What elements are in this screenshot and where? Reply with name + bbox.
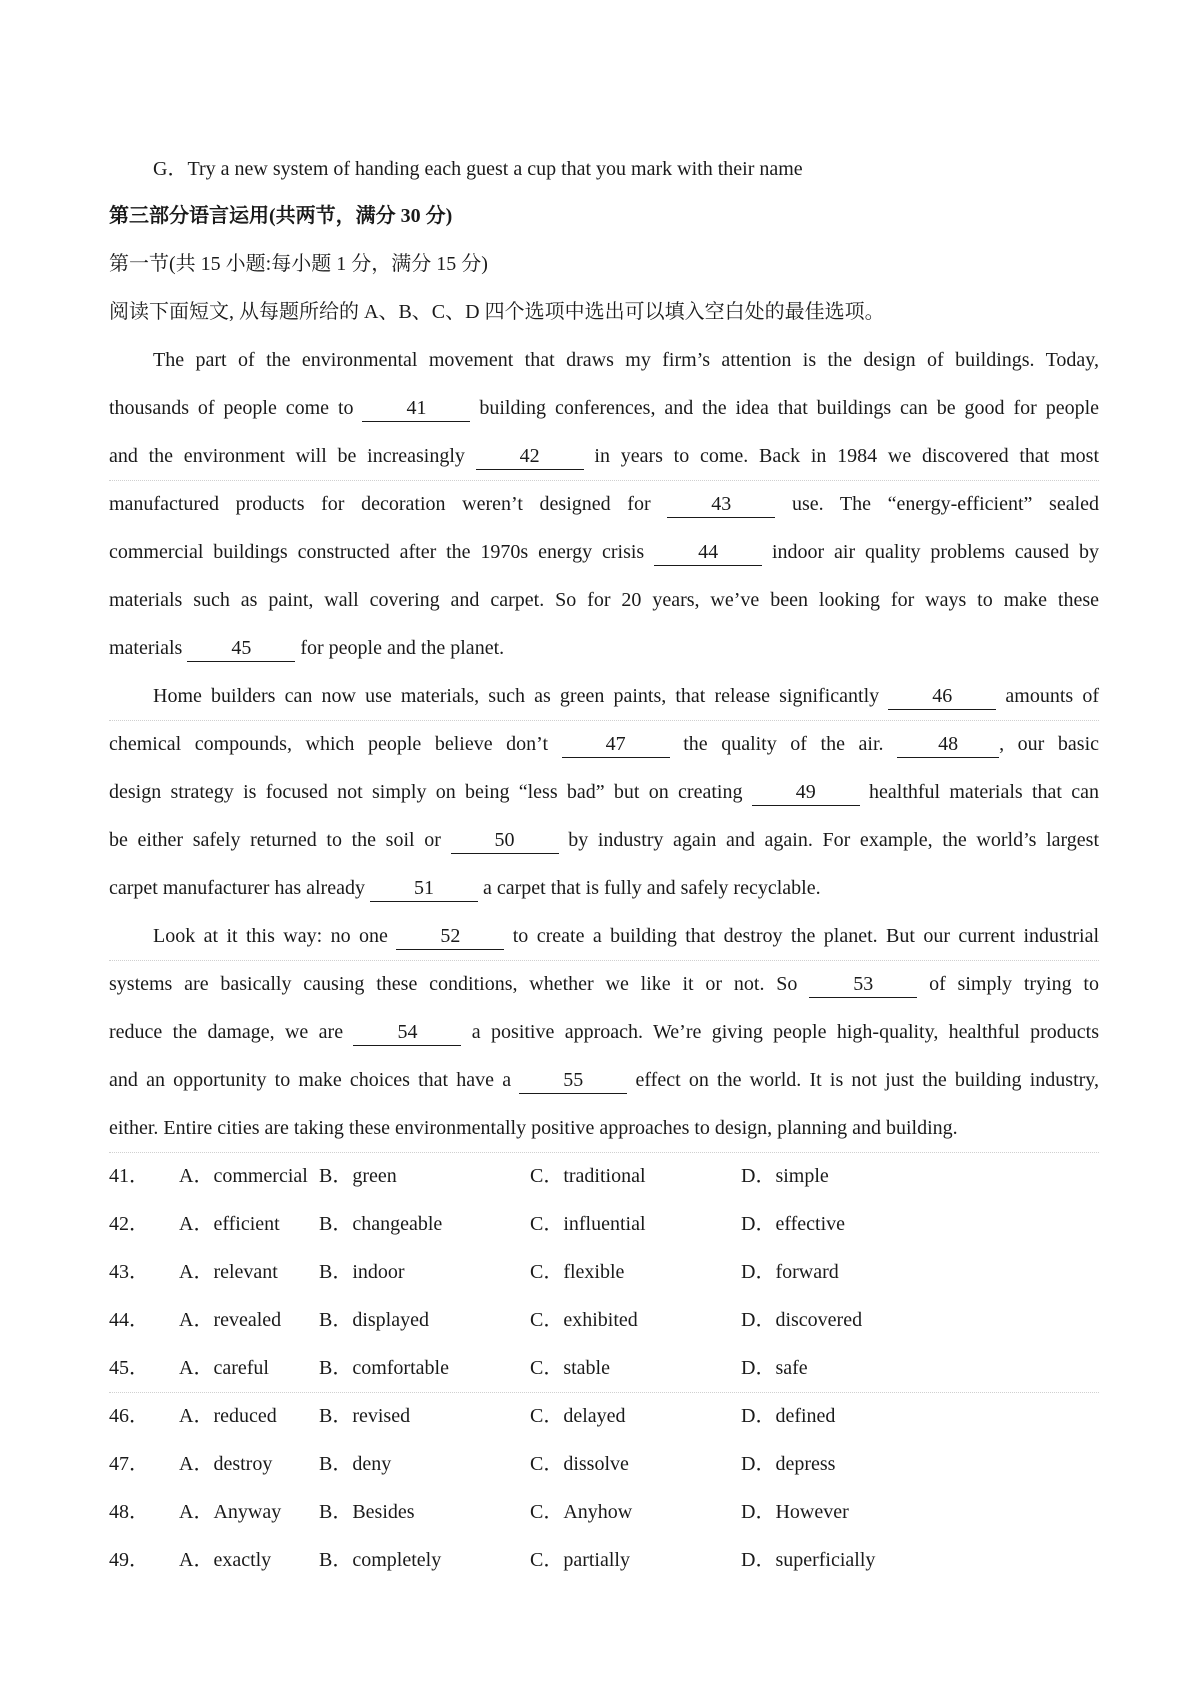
passage-line [109,439,1099,473]
passage-text: chemical compounds, which people believe don’t [109,733,549,755]
option-c: C．exhibited [530,1309,638,1331]
divider [109,480,1099,481]
previous-option-g: G．Try a new system of handing each guest a cup that you mark with their name [153,158,803,180]
passage-text: systems are basically causing these conditions, whether we like it or not. So [109,973,798,995]
option-a: A．relevant [179,1261,278,1283]
option-c: C．flexible [530,1261,625,1283]
option-b: B．Besides [319,1501,415,1523]
option-c: C．delayed [530,1405,626,1427]
blank-48: 48 [897,731,999,758]
question-41-options [109,1159,1099,1193]
passage-text: Home builders can now use materials, such as green paints, that release significantly [153,685,880,707]
option-a: A．careful [179,1357,269,1379]
divider [109,1392,1099,1393]
option-c: C．Anyhow [530,1501,633,1523]
option-b: B．green [319,1165,397,1187]
passage-line: either. Entire cities are taking these environmentally positive approaches to design, planning and building. [109,1117,958,1139]
option-b: B．changeable [319,1213,443,1235]
blank-52: 52 [396,923,504,950]
question-number: 45． [109,1357,149,1379]
option-d: D．safe [741,1357,808,1379]
option-c: C．influential [530,1213,646,1235]
option-b: B．revised [319,1405,411,1427]
question-number: 48． [109,1501,149,1523]
passage-text: and an opportunity to make choices that have a [109,1069,512,1091]
passage-line [109,1015,1099,1049]
option-c: C．traditional [530,1165,646,1187]
option-a: A．commercial [179,1165,308,1187]
passage-line: The part of the environmental movement that draws my firm’s attention is the design of buildings. Today, [153,349,1099,371]
option-b: B．comfortable [319,1357,449,1379]
passage-text: Look at it this way: no one [153,925,388,947]
option-a: A．Anyway [179,1501,282,1523]
option-c: C．partially [530,1549,630,1571]
option-b: B．indoor [319,1261,405,1283]
passage-text: be either safely returned to the soil or [109,829,441,851]
option-d: D．discovered [741,1309,863,1331]
passage-text: carpet manufacturer has already [109,877,365,899]
option-c: C．dissolve [530,1453,629,1475]
option-a: A．reduced [179,1405,277,1427]
blank-50: 50 [451,827,559,854]
passage-line [109,871,1099,905]
option-d: D．depress [741,1453,836,1475]
question-number: 43． [109,1261,149,1283]
passage-text: in years to come. Back in 1984 we discovered that most [594,445,1099,467]
question-45-options [109,1351,1099,1385]
option-b: B．displayed [319,1309,429,1331]
passage-text: building conferences, and the idea that buildings can be good for people [479,397,1099,419]
subsection-title: 第一节(共 15 小题:每小题 1 分，满分 15 分) [109,253,488,275]
option-d: D．However [741,1501,849,1523]
passage-line [109,487,1099,521]
question-49-options [109,1543,1099,1577]
blank-45: 45 [187,635,295,662]
passage-text: for people and the planet. [300,637,505,659]
blank-41: 41 [362,395,470,422]
question-48-options [109,1495,1099,1529]
divider [109,720,1099,721]
passage-text: indoor air quality problems caused by [771,541,1100,563]
option-a: A．efficient [179,1213,280,1235]
blank-54: 54 [353,1019,461,1046]
blank-43: 43 [667,491,775,518]
option-a: A．exactly [179,1549,272,1571]
option-a: A．revealed [179,1309,282,1331]
passage-text: a carpet that is fully and safely recyclable. [482,877,821,899]
question-46-options [109,1399,1099,1433]
passage-line [153,919,1099,953]
passage-text: , our basic [999,733,1100,755]
passage-line [109,967,1099,1001]
instruction: 阅读下面短文, 从每题所给的 A、B、C、D 四个选项中选出可以填入空白处的最佳选项。 [109,301,885,323]
question-43-options [109,1255,1099,1289]
passage-text: the quality of the air. [683,733,884,755]
passage-text: healthful materials that can [869,781,1099,803]
blank-51: 51 [370,875,478,902]
divider [109,1152,1099,1153]
passage-text: a positive approach. We’re giving people high-quality, healthful products [471,1021,1099,1043]
divider [109,960,1099,961]
passage-line [109,823,1099,857]
passage-line: materials such as paint, wall covering and carpet. So for 20 years, we’ve been looking for ways to make these [109,589,1099,611]
option-b: B．completely [319,1549,442,1571]
section-title: 第三部分语言运用(共两节，满分 30 分) [109,205,453,227]
question-number: 41． [109,1165,149,1187]
passage-line [109,1063,1099,1097]
question-number: 42． [109,1213,149,1235]
question-47-options [109,1447,1099,1481]
passage-text: and the environment will be increasingly [109,445,465,467]
option-d: D．forward [741,1261,839,1283]
option-a: A．destroy [179,1453,273,1475]
blank-49: 49 [752,779,860,806]
option-d: D．effective [741,1213,846,1235]
passage-text: materials [109,637,183,659]
blank-44: 44 [654,539,762,566]
question-42-options [109,1207,1099,1241]
passage-text: by industry again and again. For example, the world’s largest [568,829,1100,851]
passage-line [109,775,1099,809]
question-44-options [109,1303,1099,1337]
passage-text: amounts of [1005,685,1099,707]
passage-line [109,631,1099,665]
passage-text: commercial buildings constructed after the 1970s energy crisis [109,541,645,563]
passage-text: thousands of people come to [109,397,354,419]
passage-text: to create a building that destroy the planet. But our current industrial [512,925,1100,947]
passage-text: of simply trying to [929,973,1099,995]
option-b: B．deny [319,1453,392,1475]
question-number: 47． [109,1453,149,1475]
question-number: 49． [109,1549,149,1571]
blank-53: 53 [809,971,917,998]
option-d: D．simple [741,1165,829,1187]
passage-text: effect on the world. It is not just the building industry, [635,1069,1100,1091]
question-number: 44． [109,1309,149,1331]
blank-42: 42 [476,443,584,470]
passage-text: reduce the damage, we are [109,1021,344,1043]
passage-line [109,391,1099,425]
passage-line [153,679,1099,713]
blank-47: 47 [562,731,670,758]
option-d: D．defined [741,1405,836,1427]
passage-line [109,535,1099,569]
passage-text: use. The “energy-efficient” sealed [791,493,1100,515]
passage-text: design strategy is focused not simply on being “less bad” but on creating [109,781,743,803]
passage-text: manufactured products for decoration weren’t designed for [109,493,651,515]
question-number: 46． [109,1405,149,1427]
blank-46: 46 [888,683,996,710]
option-d: D．superficially [741,1549,876,1571]
passage-line [109,727,1099,761]
blank-55: 55 [519,1067,627,1094]
option-c: C．stable [530,1357,610,1379]
